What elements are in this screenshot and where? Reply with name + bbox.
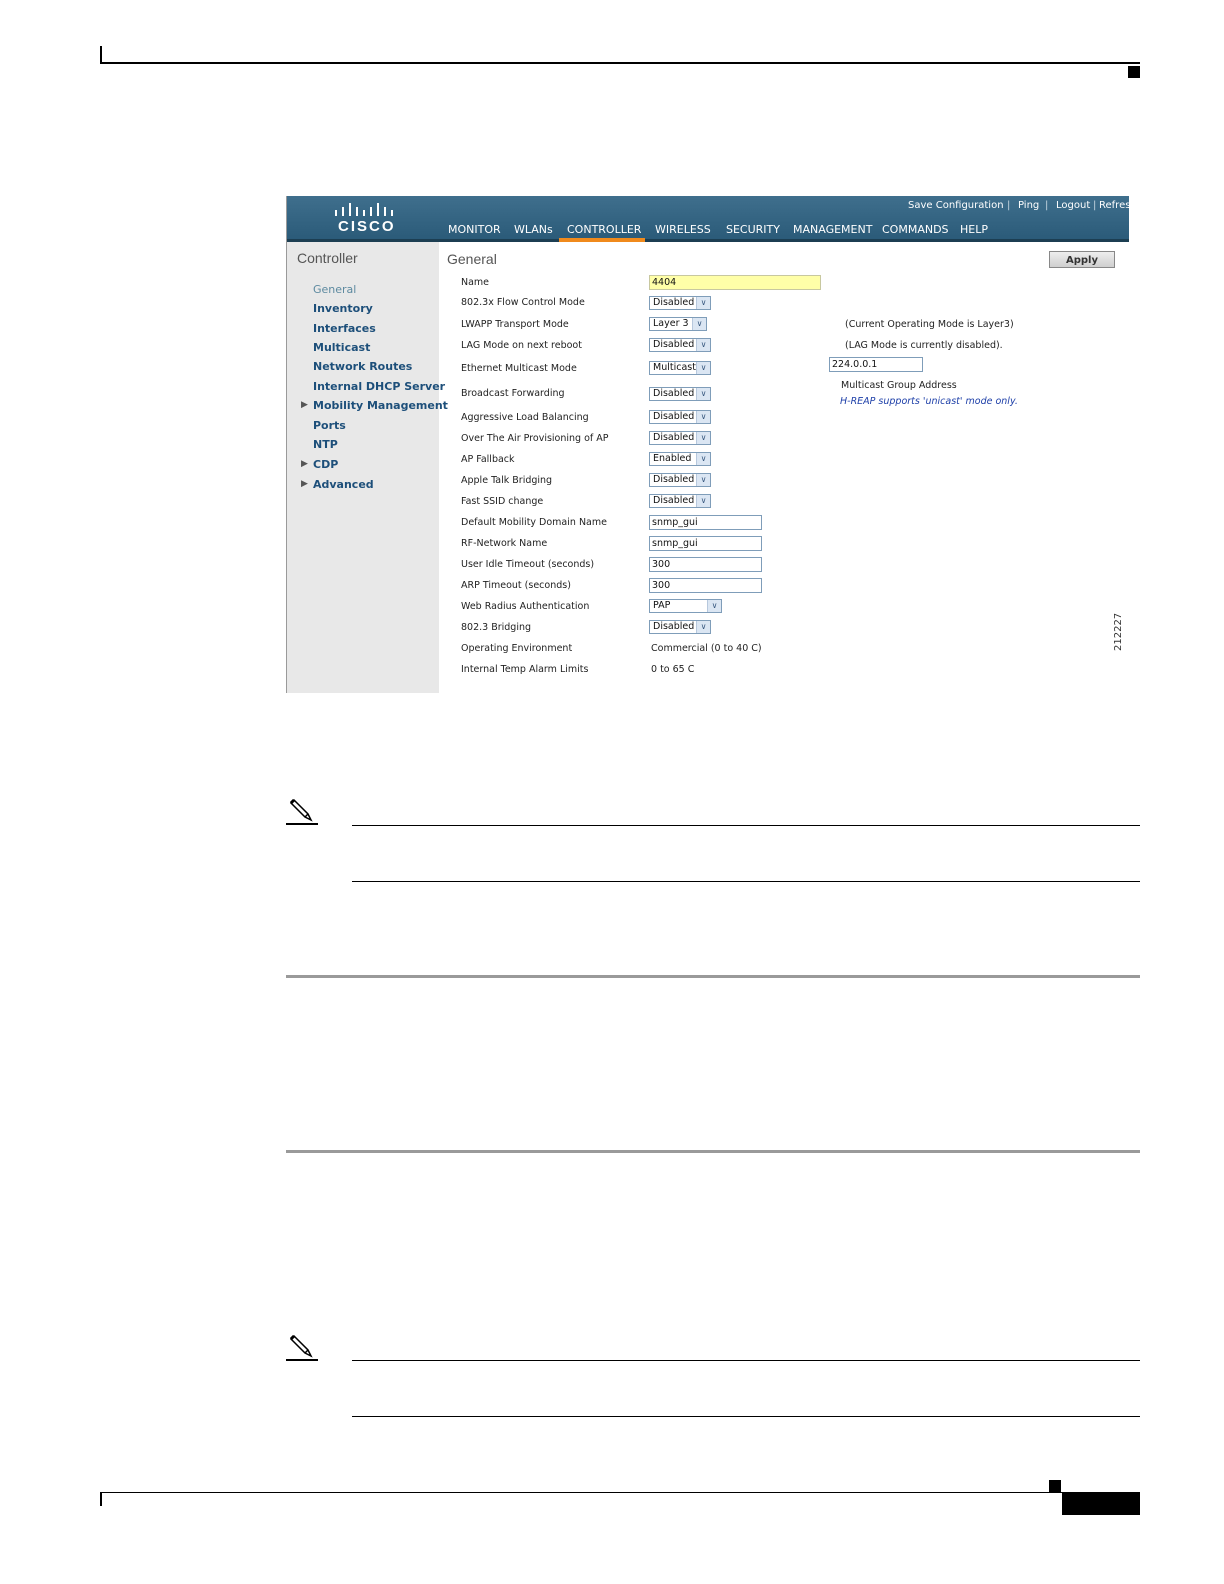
link-separator: | (1093, 200, 1097, 211)
footer-rule (100, 1492, 1140, 1493)
expand-arrow-icon[interactable]: ▶ (301, 400, 308, 410)
multicast-group-label: Multicast Group Address (841, 380, 957, 391)
sidebar-item-interfaces[interactable]: Interfaces (313, 322, 376, 335)
tab-controller[interactable]: CONTROLLER (567, 223, 642, 236)
field-label: Over The Air Provisioning of AP (461, 433, 609, 444)
tab-commands[interactable]: COMMANDS (882, 223, 949, 236)
save-configuration-link[interactable]: Save Configuration (908, 200, 1004, 211)
field-label: Default Mobility Domain Name (461, 517, 607, 528)
select-value: Multicast (653, 362, 696, 373)
active-tab-indicator (559, 238, 645, 242)
arp-timeout-input[interactable]: 300 (649, 578, 762, 593)
field-label: RF-Network Name (461, 538, 548, 549)
sidebar-item-internal-dhcp-server[interactable]: Internal DHCP Server (313, 380, 446, 393)
select-value: Disabled (653, 474, 695, 485)
user-idle-timeout-input[interactable]: 300 (649, 557, 762, 572)
note-rule-top (352, 1360, 1140, 1361)
expand-arrow-icon[interactable]: ▶ (301, 459, 308, 469)
lwapp-mode-note: (Current Operating Mode is Layer3) (845, 319, 1014, 330)
note-pencil-icon (284, 796, 320, 826)
note-rule-bottom (352, 881, 1140, 882)
link-separator: | (1045, 200, 1049, 211)
footer-tick (100, 1492, 102, 1506)
select-value: Disabled (653, 411, 695, 422)
select-value: Disabled (653, 339, 695, 350)
chevron-down-icon: ∨ (696, 362, 710, 374)
sidebar-item-ports[interactable]: Ports (313, 419, 346, 432)
page-title: General (447, 251, 497, 267)
header-rule (100, 62, 1140, 64)
name-input[interactable]: 4404 (649, 275, 821, 290)
field-label: Apple Talk Bridging (461, 475, 553, 486)
sidebar-item-advanced[interactable]: Advanced (313, 478, 374, 491)
page-number-block (1062, 1493, 1140, 1515)
wlc-screenshot (286, 196, 1137, 693)
note-pencil-icon (284, 1332, 320, 1362)
tab-management[interactable]: MANAGEMENT (793, 223, 873, 236)
web-radius-auth-select[interactable] (649, 599, 722, 613)
section-divider (286, 1150, 1140, 1153)
chevron-down-icon: ∨ (696, 453, 710, 465)
chevron-down-icon: ∨ (692, 318, 706, 330)
sidebar-item-ntp[interactable]: NTP (313, 438, 338, 451)
sidebar-item-general[interactable]: General (313, 283, 357, 296)
select-value: Disabled (653, 621, 695, 632)
sidebar-item-cdp[interactable]: CDP (313, 458, 339, 471)
footer-marker (1049, 1480, 1061, 1492)
aggressive-load-balancing-select[interactable] (649, 410, 711, 424)
field-label: 802.3 Bridging (461, 622, 532, 633)
ethernet-multicast-select[interactable] (649, 361, 711, 375)
sidebar-title: Controller (297, 250, 358, 266)
lag-mode-select[interactable] (649, 338, 711, 352)
chevron-down-icon: ∨ (696, 495, 710, 507)
field-label: User Idle Timeout (seconds) (461, 559, 595, 570)
select-value: Enabled (653, 453, 692, 464)
tab-wlans[interactable]: WLANs (514, 223, 553, 236)
field-label: Web Radius Authentication (461, 601, 590, 612)
temp-alarm-limits-value: 0 to 65 C (651, 664, 695, 675)
sidebar-item-mobility-management[interactable]: Mobility Management (313, 399, 448, 412)
refresh-link[interactable]: Refresh (1099, 200, 1137, 211)
tab-wireless[interactable]: WIRELESS (655, 223, 711, 236)
field-label: 802.3x Flow Control Mode (461, 297, 585, 308)
field-label: Ethernet Multicast Mode (461, 363, 577, 374)
ping-link[interactable]: Ping (1018, 200, 1040, 211)
chevron-down-icon: ∨ (696, 388, 710, 400)
chevron-down-icon: ∨ (696, 432, 710, 444)
chevron-down-icon: ∨ (696, 621, 710, 633)
sidebar-item-inventory[interactable]: Inventory (313, 302, 373, 315)
field-label: AP Fallback (461, 454, 515, 465)
logout-link[interactable]: Logout (1056, 200, 1091, 211)
lwapp-transport-select[interactable] (649, 317, 707, 331)
fast-ssid-change-select[interactable] (649, 494, 711, 508)
tab-security[interactable]: SECURITY (726, 223, 780, 236)
field-label: LWAPP Transport Mode (461, 319, 569, 330)
flow-control-select[interactable] (649, 296, 711, 310)
field-label: LAG Mode on next reboot (461, 340, 582, 351)
operating-environment-value: Commercial (0 to 40 C) (651, 643, 762, 654)
chevron-down-icon: ∨ (696, 297, 710, 309)
chevron-down-icon: ∨ (696, 339, 710, 351)
chevron-down-icon: ∨ (696, 411, 710, 423)
header-marker (1128, 66, 1140, 78)
hreap-note: H-REAP supports 'unicast' mode only. (840, 396, 1018, 407)
sidebar-item-multicast[interactable]: Multicast (313, 341, 371, 354)
field-label: Operating Environment (461, 643, 573, 654)
sidebar-item-network-routes[interactable]: Network Routes (313, 360, 413, 373)
field-label: Fast SSID change (461, 496, 544, 507)
cisco-logo-text: CISCO (338, 218, 396, 235)
field-label: Name (461, 277, 490, 288)
select-value: Disabled (653, 388, 695, 399)
select-value: Disabled (653, 432, 695, 443)
expand-arrow-icon[interactable]: ▶ (301, 479, 308, 489)
select-value: Disabled (653, 297, 695, 308)
multicast-group-input[interactable]: 224.0.0.1 (829, 357, 923, 372)
section-divider (286, 975, 1140, 978)
ota-provisioning-select[interactable] (649, 431, 711, 445)
ap-fallback-select[interactable] (649, 452, 711, 466)
figure-id: 212227 (1113, 612, 1124, 651)
apple-talk-bridging-select[interactable] (649, 473, 711, 487)
field-label: Internal Temp Alarm Limits (461, 664, 589, 675)
rf-network-name-input[interactable]: snmp_gui (649, 536, 762, 551)
chevron-down-icon: ∨ (696, 474, 710, 486)
mobility-domain-input[interactable]: snmp_gui (649, 515, 762, 530)
field-label: Aggressive Load Balancing (461, 412, 589, 423)
broadcast-forwarding-select[interactable] (649, 387, 711, 401)
note-rule-top (352, 825, 1140, 826)
select-value: PAP (653, 600, 671, 611)
link-separator: | (1007, 200, 1011, 211)
apply-button[interactable]: Apply (1049, 251, 1115, 268)
field-label: ARP Timeout (seconds) (461, 580, 571, 591)
field-label: Broadcast Forwarding (461, 388, 565, 399)
tab-help[interactable]: HELP (960, 223, 988, 236)
note-rule-bottom (352, 1416, 1140, 1417)
bridging-8023-select[interactable] (649, 620, 711, 634)
lag-mode-note: (LAG Mode is currently disabled). (845, 340, 1003, 351)
cisco-logo-icon (335, 203, 395, 217)
tab-monitor[interactable]: MONITOR (448, 223, 501, 236)
select-value: Layer 3 (653, 318, 689, 329)
chevron-down-icon: ∨ (707, 600, 721, 612)
select-value: Disabled (653, 495, 695, 506)
